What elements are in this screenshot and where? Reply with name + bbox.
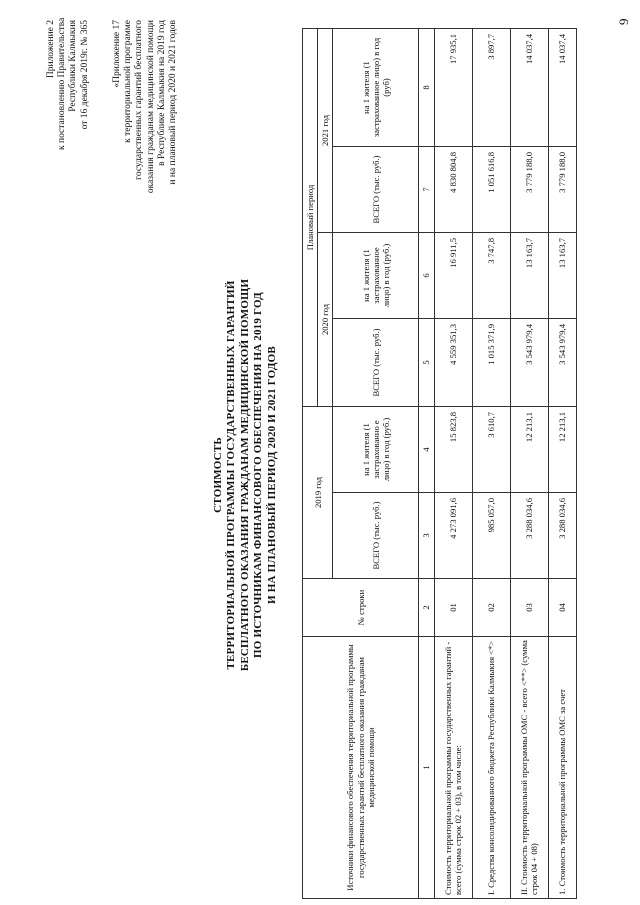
table-row [548, 28, 576, 898]
appendix-line: в Республике Калмыкия на 2019 год [156, 20, 167, 166]
header-2020: 2020 год [318, 232, 333, 406]
column-number: 7 [419, 146, 434, 232]
appendix-line: Республики Калмыкия [68, 20, 79, 112]
appendix-line: «Приложение 17 [112, 20, 122, 88]
column-number: 5 [419, 318, 434, 406]
appendix-current [46, 17, 91, 150]
appendix-line: и на плановый период 2020 и 2021 годов [168, 20, 179, 185]
cell-value: 4 559 351,3 [434, 318, 472, 406]
table-row [510, 28, 548, 898]
row-label: Стоимость территориальной программы государственных гарантий - всего (сумма строк 02 + 03), в том числе: [434, 637, 472, 899]
cell-value: 3 288 034,6 [548, 493, 576, 579]
cell-value: 12 213,1 [548, 406, 576, 492]
column-number-row [419, 28, 434, 898]
title-line: СТОИМОСТЬ [212, 437, 224, 513]
appendix-line: Приложение 2 [46, 20, 56, 79]
row-number: 01 [434, 579, 472, 637]
title-line: ТЕРРИТОРИАЛЬНОЙ ПРОГРАММЫ ГОСУДАРСТВЕННЫХ ГАРАНТИЙ [225, 280, 238, 670]
cell-value: 4 830 804,8 [434, 146, 472, 232]
cell-value: 14 037,4 [548, 28, 576, 146]
appendix-line: оказания гражданам медицинской помощи [145, 20, 156, 194]
appendix-original [112, 20, 179, 215]
column-number: 3 [419, 493, 434, 579]
column-number: 2 [419, 579, 434, 637]
cell-value: 3 288 034,6 [510, 493, 548, 579]
header-2019: 2019 год [303, 406, 333, 578]
cost-table [302, 28, 577, 899]
cell-value: 3 779 188,0 [548, 146, 576, 232]
page-number: 9 [616, 18, 631, 25]
column-number: 4 [419, 406, 434, 492]
row-label: II. Стоимость территориальной программы ОМС - всего <**> (сумма строк 04 + 08) [510, 637, 548, 899]
cell-value: 4 273 091,6 [434, 493, 472, 579]
cell-value: 13 163,7 [510, 232, 548, 318]
cell-value: 12 213,1 [510, 406, 548, 492]
cell-value: 985 057,0 [472, 493, 510, 579]
header-rownum: № строки [303, 579, 419, 637]
cell-value: 3 543 979,4 [548, 318, 576, 406]
header-total-2021: ВСЕГО (тыс. руб.) [333, 146, 419, 232]
row-label: I. Средства консолидированного бюджета Республики Калмыкия <*> [472, 637, 510, 899]
cell-value: 14 037,4 [510, 28, 548, 146]
cell-value: 3 779 188,0 [510, 146, 548, 232]
column-number: 1 [419, 637, 434, 899]
cell-value: 15 823,8 [434, 406, 472, 492]
column-number: 8 [419, 28, 434, 146]
cell-value: 3 610,7 [472, 406, 510, 492]
header-per-capita-2020: на 1 жителя (1 застрахованное лицо) в год (руб.) [333, 232, 419, 318]
header-plan-period: Плановый период [303, 28, 318, 406]
header-2021: 2021 год [318, 28, 333, 232]
header-total-2019: ВСЕГО (тыс. руб.) [333, 493, 419, 579]
appendix-line: государственных гарантий бесплатного [134, 20, 145, 180]
title-line: И НА ПЛАНОВЫЙ ПЕРИОД 2020 И 2021 ГОДОВ [265, 346, 278, 604]
row-label: 1. Стоимость территориальной программы ОМС за счет [548, 637, 576, 899]
title-line: ПО ИСТОЧНИКАМ ФИНАНСОВОГО ОБЕСПЕЧЕНИЯ НА 2019 ГОД [252, 292, 265, 658]
header-total-2020: ВСЕГО (тыс. руб.) [333, 318, 419, 406]
cell-value: 3 897,7 [472, 28, 510, 146]
table-row [434, 28, 472, 898]
row-number: 03 [510, 579, 548, 637]
document-title [212, 255, 279, 695]
header-per-capita-2019: на 1 жителя (1 застрахованно е лицо) в год (руб.) [333, 406, 419, 492]
row-number: 04 [548, 579, 576, 637]
cell-value: 3 543 979,4 [510, 318, 548, 406]
row-number: 02 [472, 579, 510, 637]
header-source: Источники финансового обеспечения территориальной программы государственных гарантий бесплатного оказания гражданам медицинской помощи [303, 637, 419, 899]
table-row [472, 28, 510, 898]
cell-value: 1 015 371,9 [472, 318, 510, 406]
cell-value: 13 163,7 [548, 232, 576, 318]
cell-value: 3 747,8 [472, 232, 510, 318]
cell-value: 16 911,5 [434, 232, 472, 318]
cell-value: 17 935,1 [434, 28, 472, 146]
header-per-capita-2021: на 1 жителя (1 застрахованное лицо) в год (руб) [333, 28, 419, 146]
appendix-line: к постановлению Правительства [57, 17, 68, 150]
appendix-line: от 16 декабря 2019г. № 365 [79, 20, 90, 130]
cell-value: 1 051 616,8 [472, 146, 510, 232]
column-number: 6 [419, 232, 434, 318]
title-line: БЕСПЛАТНОГО ОКАЗАНИЯ ГРАЖДАНАМ МЕДИЦИНСКОЙ ПОМОЩИ [238, 278, 251, 672]
appendix-line: к территориальной программе [123, 20, 134, 143]
